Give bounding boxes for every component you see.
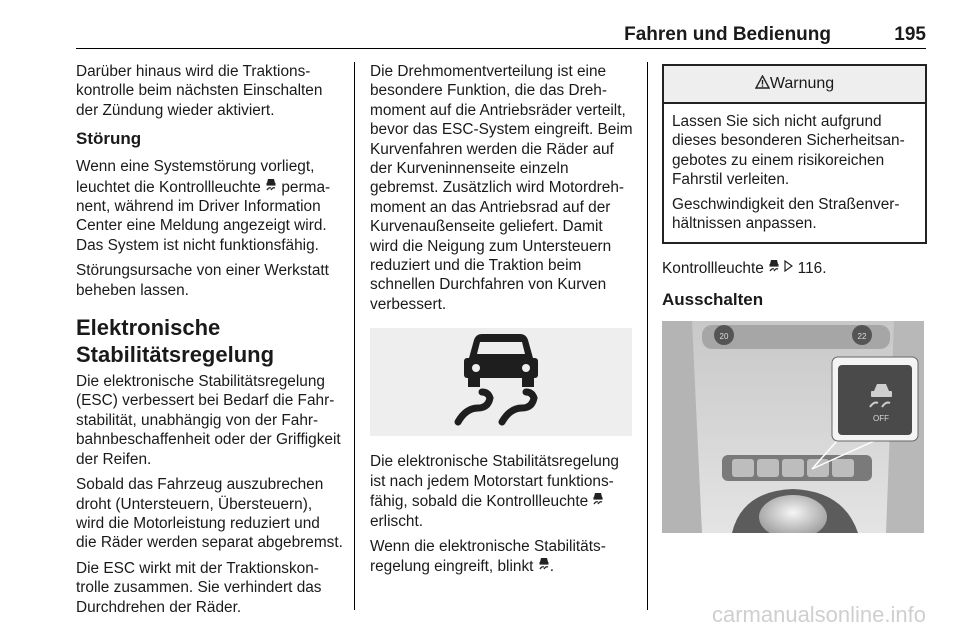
warning-box [662, 64, 927, 244]
page-number: 195 [894, 24, 926, 45]
console-photo [662, 321, 924, 533]
page-header [76, 22, 926, 49]
section-title: Fahren und Bedienung [624, 24, 831, 45]
car-skid-icon [538, 556, 550, 575]
heading-esc: Elektronische Stabilitätsregelung [76, 315, 275, 368]
warning-title: Warnung [769, 75, 835, 92]
warning-triangle-icon [755, 75, 770, 92]
column-3 [662, 62, 927, 533]
heading-stoerung: Störung [76, 129, 142, 149]
paragraph: Die elektronische Stabilitätsregelung (ESC) verbessert bei Bedarf die Fahrstabilität, unabhängig von der Fahrbahnbeschaffenheit oder der Griffigkeit der Reifen. [76, 373, 341, 468]
watermark: carmanualsonline.info [711, 602, 926, 627]
column-divider [354, 62, 355, 610]
car-skid-icon [370, 328, 632, 436]
paragraph: Darüber hinaus wird die Traktionskontrolle beim nächsten Einschalten der Zündung wieder aktiviert. [76, 63, 323, 119]
column-1 [76, 62, 344, 623]
paragraph: Störungsursache von einer Werkstatt beheben lassen. [76, 262, 329, 299]
paragraph: Die ESC wirkt mit der Traktionskontrolle zusammen. Sie verhindert das Durchdrehen der Räder. [76, 559, 322, 616]
cross-reference[interactable]: Kontrollleuchte 116. [662, 260, 827, 278]
column-divider [647, 62, 648, 610]
column-2 [370, 62, 635, 583]
car-skid-icon [265, 177, 277, 196]
paragraph: Die elektronische Stabilitätsregelung ist nach jedem Motorstart funktionsfähig, sobald die Kontrollleuchte erlischt. [370, 453, 619, 530]
heading-ausschalten: Ausschalten [662, 289, 764, 309]
page-reference-icon [784, 258, 793, 277]
warning-header [664, 66, 925, 104]
warning-text: Geschwindigkeit den Straßenverhältnissen anpassen. [672, 195, 900, 233]
car-skid-icon [768, 258, 780, 277]
paragraph: Wenn die elektronische Stabilitätsregelung eingreift, blinkt . [370, 537, 606, 576]
esc-symbol-figure [370, 328, 632, 436]
paragraph: Sobald das Fahrzeug auszubrechen droht (Untersteuern, Übersteuern), wird die Motorleistung reduziert und die Räder werden separat abgebremst. [76, 476, 343, 552]
paragraph: Wenn eine Systemstörung vorliegt, leuchtet die Kontrollleuchte permanent, während im Driver Information Center eine Meldung angezeigt wird. Das System ist nicht funktionsfähig. [76, 158, 331, 254]
car-skid-icon [592, 491, 604, 510]
warning-text: Lassen Sie sich nicht aufgrund dieses besonderen Sicherheitsangebotes zu einem risikoreichen Fahrstil verleiten. [672, 113, 905, 189]
paragraph: Die Drehmomentverteilung ist eine besondere Funktion, die das Drehmoment auf die Antriebsräder verteilt, bevor das ESC-System eingreift. Beim Kurvenfahren werden die Räder auf der Kurveninnenseite einzeln gebremst. Zusätzlich wird Motordrehmoment an das Antriebsrad auf der Kurvenaußenseite geliefert. Damit wird die Neigung zum Untersteuern reduziert und die Traktion beim schnellen Durchfahren von Kurven verbessert. [370, 63, 633, 313]
temp-dial-right: 22 [857, 331, 867, 341]
temp-dial-left: 20 [719, 331, 729, 341]
esc-off-label: OFF [873, 413, 889, 423]
